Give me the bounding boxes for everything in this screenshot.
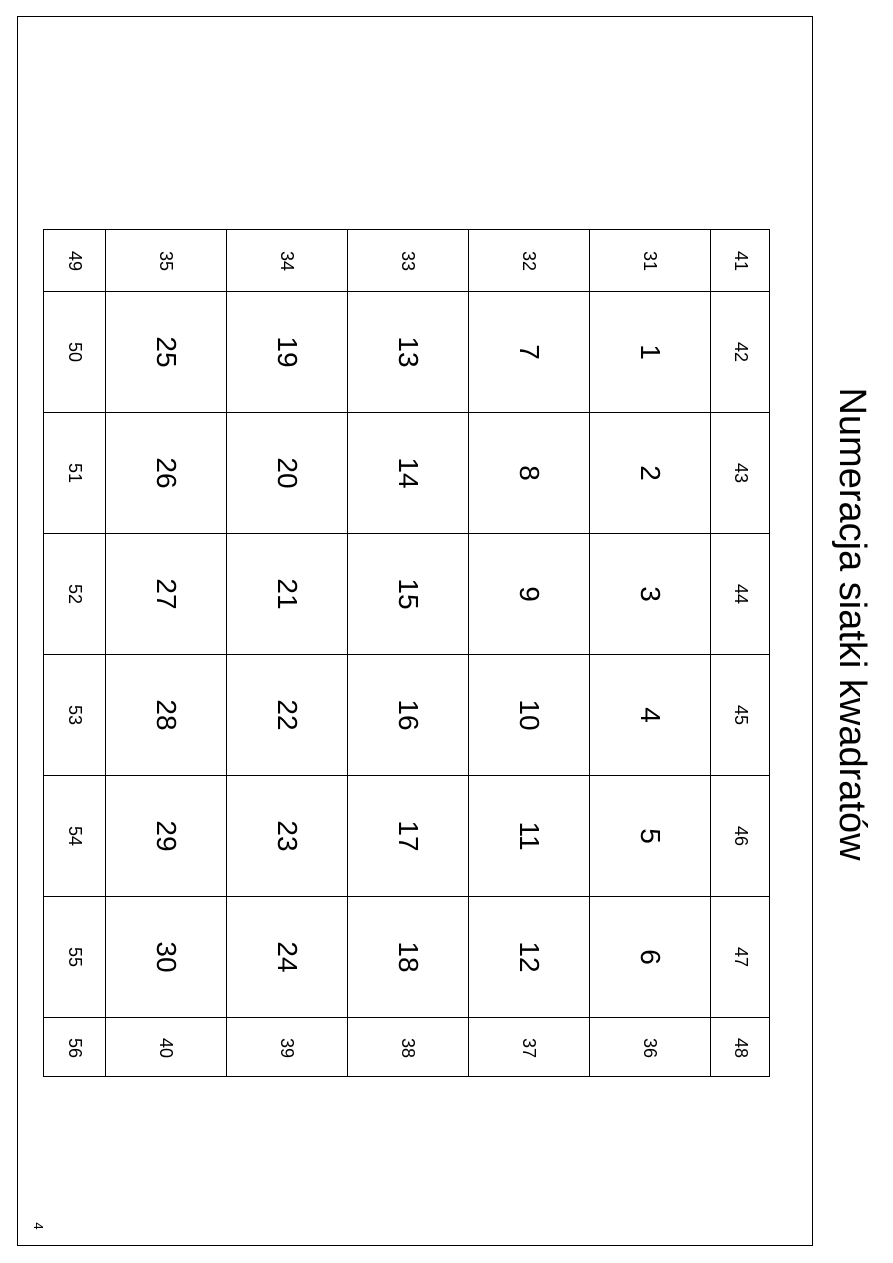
grid-cell: [226, 230, 347, 291]
grid-cell: [105, 533, 226, 654]
cell-number: 41: [730, 250, 751, 271]
cell-number: 28: [150, 698, 182, 731]
cell-number: 40: [155, 1037, 176, 1058]
cell-number: 53: [64, 704, 85, 725]
grid-cell: [226, 412, 347, 533]
grid-cell: [105, 896, 226, 1017]
cell-number: 17: [392, 819, 424, 852]
cell-number: 55: [64, 946, 85, 967]
grid-cell: [347, 654, 468, 775]
grid-cell: [44, 896, 105, 1017]
page-number: 4: [31, 1222, 46, 1230]
grid-cell: [589, 896, 710, 1017]
cell-number: 31: [639, 250, 660, 271]
grid-cell: [468, 1017, 589, 1078]
cell-number: 23: [271, 819, 303, 852]
grid-cell: [347, 291, 468, 412]
grid-cell: [105, 1017, 226, 1078]
cell-number: 13: [392, 335, 424, 368]
grid-cell: [347, 1017, 468, 1078]
cell-number: 56: [64, 1037, 85, 1058]
grid-cell: [347, 775, 468, 896]
grid-cell: [589, 654, 710, 775]
cell-number: 6: [634, 948, 666, 965]
cell-number: 39: [276, 1037, 297, 1058]
cell-number: 5: [634, 827, 666, 844]
grid-cell: [105, 291, 226, 412]
grid-cell: [710, 1017, 771, 1078]
cell-number: 38: [397, 1037, 418, 1058]
grid-cell: [468, 654, 589, 775]
cell-number: 54: [64, 825, 85, 846]
cell-number: 10: [513, 698, 545, 731]
grid-cell: [589, 230, 710, 291]
grid-cell: [105, 230, 226, 291]
cell-number: 11: [513, 820, 545, 851]
cell-number: 8: [513, 464, 545, 481]
cell-number: 37: [518, 1037, 539, 1058]
cell-number: 49: [64, 250, 85, 271]
cell-number: 25: [150, 335, 182, 368]
cell-number: 16: [392, 698, 424, 731]
grid-cell: [105, 775, 226, 896]
cell-number: 50: [64, 341, 85, 362]
grid-cell: [589, 291, 710, 412]
grid-cell: [226, 1017, 347, 1078]
grid-cell: [589, 775, 710, 896]
grid-cell: [589, 1017, 710, 1078]
cell-number: 42: [730, 341, 751, 362]
cell-number: 43: [730, 462, 751, 483]
grid-cell: [226, 291, 347, 412]
cell-number: 9: [513, 585, 545, 602]
grid-cell: [44, 1017, 105, 1078]
grid-cell: [44, 291, 105, 412]
grid-cell: [44, 654, 105, 775]
grid-cell: [710, 412, 771, 533]
cell-number: 21: [271, 577, 303, 610]
cell-number: 1: [634, 343, 666, 360]
cell-number: 18: [392, 940, 424, 973]
grid-cell: [226, 533, 347, 654]
grid-cell: [44, 533, 105, 654]
cell-number: 20: [271, 456, 303, 489]
grid-cell: [44, 775, 105, 896]
cell-number: 15: [392, 577, 424, 610]
cell-number: 32: [518, 250, 539, 271]
grid-cell: [710, 654, 771, 775]
cell-number: 19: [271, 335, 303, 368]
cell-number: 45: [730, 704, 751, 725]
cell-number: 33: [397, 250, 418, 271]
cell-number: 3: [634, 585, 666, 602]
grid-cell: [710, 533, 771, 654]
cell-number: 24: [271, 940, 303, 973]
grid-cell: [468, 230, 589, 291]
grid-cell: [468, 775, 589, 896]
grid-cell: [589, 533, 710, 654]
cell-number: 2: [634, 464, 666, 481]
cell-number: 27: [150, 577, 182, 610]
page-title: Numeracja siatki kwadratów: [831, 387, 873, 861]
grid-cell: [589, 412, 710, 533]
grid-cell: [710, 291, 771, 412]
grid-cell: [226, 896, 347, 1017]
grid-cell: [347, 412, 468, 533]
cell-number: 48: [730, 1037, 751, 1058]
cell-number: 34: [276, 250, 297, 271]
cell-number: 52: [64, 583, 85, 604]
cell-number: 44: [730, 583, 751, 604]
grid-cell: [347, 896, 468, 1017]
cell-number: 22: [271, 698, 303, 731]
grid-cell: [226, 654, 347, 775]
grid-cell: [347, 230, 468, 291]
grid-cell: [468, 412, 589, 533]
grid-cell: [105, 654, 226, 775]
cell-number: 26: [150, 456, 182, 489]
grid-cell: [44, 230, 105, 291]
cell-number: 14: [392, 456, 424, 489]
cell-number: 7: [513, 343, 545, 360]
grid-cell: [710, 896, 771, 1017]
cell-number: 36: [639, 1037, 660, 1058]
cell-number: 30: [150, 940, 182, 973]
grid-cell: [347, 533, 468, 654]
cell-number: 12: [513, 940, 545, 973]
cell-number: 35: [155, 250, 176, 271]
grid-cell: [226, 775, 347, 896]
cell-number: 4: [634, 706, 666, 723]
grid-cell: [710, 230, 771, 291]
grid-cell: [468, 896, 589, 1017]
grid-cell: [468, 291, 589, 412]
cell-number: 51: [64, 462, 85, 483]
grid-cell: [105, 412, 226, 533]
cell-number: 46: [730, 825, 751, 846]
cell-number: 29: [150, 819, 182, 852]
numbering-grid: [43, 229, 770, 1077]
grid-cell: [44, 412, 105, 533]
grid-cell: [710, 775, 771, 896]
cell-number: 47: [730, 946, 751, 967]
grid-cell: [468, 533, 589, 654]
